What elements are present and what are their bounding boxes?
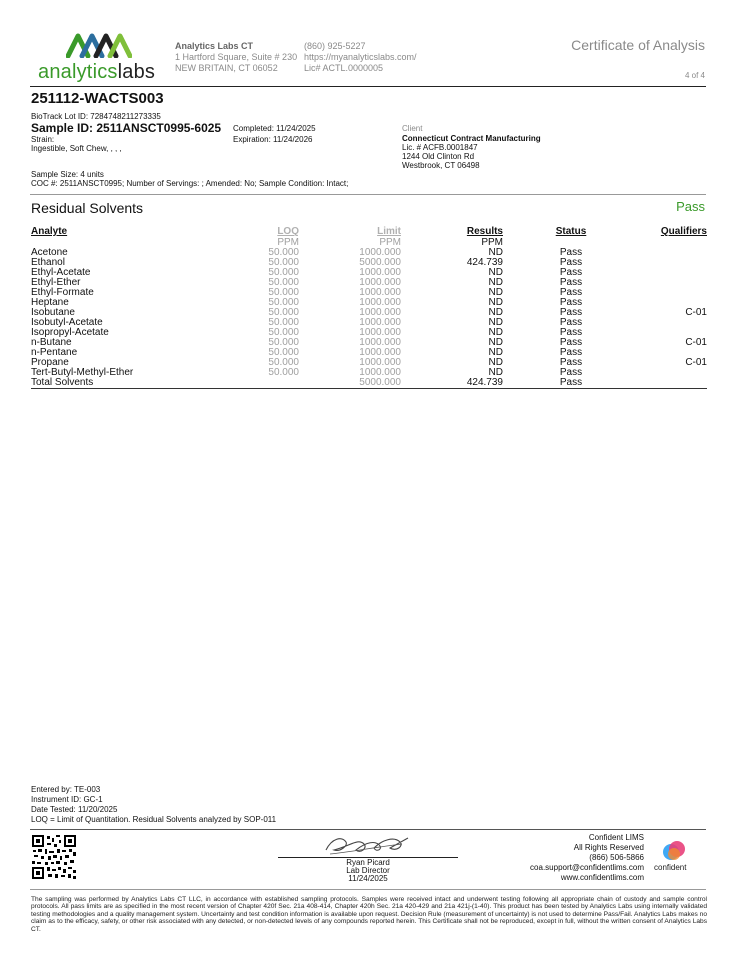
limit-cell: 1000.000: [359, 297, 401, 308]
result-cell: ND: [488, 317, 503, 328]
confident-logo-text: confident: [654, 863, 687, 872]
limit-cell: 5000.000: [359, 377, 401, 388]
loq-cell: 50.000: [268, 367, 299, 378]
analyte-cell: Ethyl-Formate: [31, 287, 94, 298]
biotrack-lot-id: BioTrack Lot ID: 7284748211273335: [31, 112, 161, 121]
analyte-cell: Ethyl-Ether: [31, 277, 81, 288]
analyte-cell: Propane: [31, 357, 69, 368]
result-cell: ND: [488, 287, 503, 298]
limit-cell: 1000.000: [359, 287, 401, 298]
section-divider: [30, 194, 706, 195]
lims-email[interactable]: coa.support@confidentlims.com: [530, 863, 644, 872]
qualifier-cell: C-01: [685, 307, 707, 318]
document-title: Certificate of Analysis: [571, 37, 705, 53]
lab-address-2: NEW BRITAIN, CT 06052: [175, 63, 278, 73]
loq-cell: 50.000: [268, 297, 299, 308]
lims-rights: All Rights Reserved: [573, 843, 644, 852]
client-address-1: 1244 Old Clinton Rd: [402, 152, 475, 161]
loq-cell: 50.000: [268, 247, 299, 258]
signer-title: Lab Director: [346, 866, 390, 875]
loq-cell: 50.000: [268, 287, 299, 298]
analyte-cell: Heptane: [31, 297, 69, 308]
sample-size: Sample Size: 4 units: [31, 170, 104, 179]
table-row: [31, 378, 707, 389]
status-cell: Pass: [559, 337, 583, 348]
analyte-cell: Total Solvents: [31, 377, 94, 388]
limit-cell: 1000.000: [359, 277, 401, 288]
qualifier-cell: [639, 288, 707, 298]
loq-cell: 50.000: [268, 307, 299, 318]
table-header-row: [31, 226, 707, 238]
result-cell: ND: [488, 357, 503, 368]
result-cell: ND: [488, 367, 503, 378]
lims-url[interactable]: www.confidentlims.com: [560, 873, 644, 882]
result-cell: ND: [488, 277, 503, 288]
status-cell: Pass: [559, 357, 583, 368]
client-label: Client: [402, 124, 423, 133]
qualifier-cell: [639, 258, 707, 268]
lab-phone: (860) 925-5227: [304, 41, 366, 51]
lab-url[interactable]: https://myanalyticslabs.com/: [304, 52, 417, 62]
qualifier-cell: [639, 268, 707, 278]
logo-mark-icon: [66, 32, 132, 58]
section-status-badge: Pass: [676, 199, 705, 214]
lims-name: Confident LIMS: [588, 833, 644, 842]
signature-image: [320, 832, 415, 858]
confident-logo: [652, 840, 700, 876]
confident-logo-icon: [662, 840, 688, 862]
analyte-cell: n-Pentane: [31, 347, 78, 358]
header-qualifiers: Qualifiers: [660, 226, 707, 237]
analyte-cell: Ethyl-Acetate: [31, 267, 91, 278]
company-logo: [38, 30, 168, 85]
result-cell: ND: [488, 327, 503, 338]
page-indicator: 4 of 4: [684, 71, 705, 80]
qualifier-cell: [639, 318, 707, 328]
sample-category: Ingestible, Soft Chew, , , ,: [31, 144, 122, 153]
limit-cell: 1000.000: [359, 367, 401, 378]
status-cell: Pass: [559, 377, 583, 388]
loq-cell: 50.000: [268, 337, 299, 348]
analyte-cell: Ethanol: [31, 257, 65, 268]
footer-divider: [30, 829, 706, 830]
status-cell: Pass: [559, 317, 583, 328]
analyte-cell: Isopropyl-Acetate: [31, 327, 109, 338]
results-table: [31, 226, 707, 389]
loq-cell: [221, 378, 299, 389]
limit-cell: 1000.000: [359, 337, 401, 348]
loq-cell: 50.000: [268, 357, 299, 368]
loq-cell: 50.000: [268, 347, 299, 358]
signature-date: 11/24/2025: [348, 874, 388, 883]
client-address-2: Westbrook, CT 06498: [402, 161, 480, 170]
status-cell: Pass: [559, 287, 583, 298]
disclaimer-text: The sampling was performed by Analytics Labs CT LLC, in accordance with established sampling protocols. Samples were received intact and underwent testing following all appropriate chain of custody and sample control protocols. All pass limits are as specified in the most recent version of Chapter 420f Sec. 21a 408-414, Chapter 420h Sec. 21a 420-429 and 21a 421j-(1-40). This product has been tested by Analytics Labs using internally validated testing methodologies and a quality management system. Uncertainty and test condition information is available upon request. Decision Rule (measurement of uncertainty) is not used to determine Pass/Fail. Analytics Labs makes no claim as to the efficacy, safety, or other risk associated with any detected, or non-detected levels of any compounds reported herein. This Certificate shall not be reproduced, except in full, without the written consent of Analytics Labs CT.: [31, 896, 707, 933]
client-license: Lic. # ACFB.0001847: [402, 143, 478, 152]
result-cell: 424.739: [466, 377, 503, 388]
logo-text-labs: labs: [117, 61, 156, 83]
loq-cell: 50.000: [268, 257, 299, 268]
limit-cell: 1000.000: [359, 327, 401, 338]
qualifier-cell: [639, 378, 707, 389]
qualifier-cell: [639, 278, 707, 288]
qualifier-cell: [639, 368, 707, 378]
status-cell: Pass: [559, 257, 583, 268]
limit-cell: 5000.000: [359, 257, 401, 268]
analyte-cell: Acetone: [31, 247, 68, 258]
limit-cell: 1000.000: [359, 357, 401, 368]
loq-cell: 50.000: [268, 267, 299, 278]
limit-cell: 1000.000: [359, 307, 401, 318]
status-cell: Pass: [559, 307, 583, 318]
limit-cell: 1000.000: [359, 317, 401, 328]
sample-id: Sample ID: 2511ANSCT0995-6025: [31, 121, 222, 135]
completed-date: Completed: 11/24/2025: [233, 124, 316, 133]
qr-code-icon: [31, 834, 77, 880]
analyte-cell: Tert-Butyl-Methyl-Ether: [31, 367, 134, 378]
lab-address-1: 1 Hartford Square, Suite # 230: [175, 52, 298, 62]
header-results: Results: [466, 226, 503, 237]
disclaimer-divider: [30, 889, 706, 890]
expiration-date: Expiration: 11/24/2026: [233, 135, 313, 144]
header-analyte: Analyte: [31, 226, 68, 237]
limit-cell: 1000.000: [359, 347, 401, 358]
client-name: Connecticut Contract Manufacturing: [402, 134, 541, 143]
qualifier-cell: C-01: [685, 337, 707, 348]
result-cell: ND: [488, 247, 503, 258]
result-cell: ND: [488, 347, 503, 358]
result-cell: ND: [488, 337, 503, 348]
loq-cell: 50.000: [268, 317, 299, 328]
result-cell: ND: [488, 307, 503, 318]
header-limit: Limit: [377, 226, 401, 237]
status-cell: Pass: [559, 367, 583, 378]
coc-line: COC #: 2511ANSCT0995; Number of Servings: ; Amended: No; Sample Condition: Intact;: [31, 179, 349, 188]
signer-name: Ryan Picard: [346, 858, 390, 867]
strain-label: Strain:: [31, 135, 55, 144]
status-cell: Pass: [559, 327, 583, 338]
lab-name: Analytics Labs CT: [175, 41, 254, 51]
batch-id: 251112-WACTS003: [31, 90, 164, 107]
loq-cell: 50.000: [268, 327, 299, 338]
results-unit: PPM: [481, 237, 503, 248]
limit-unit: PPM: [379, 237, 401, 248]
analyte-cell: n-Butane: [31, 337, 72, 348]
status-cell: Pass: [559, 297, 583, 308]
header-status: Status: [555, 226, 587, 237]
date-tested: Date Tested: 11/20/2025: [31, 805, 118, 814]
qualifier-cell: [639, 248, 707, 258]
loq-cell: 50.000: [268, 277, 299, 288]
analyte-cell: Isobutane: [31, 307, 75, 318]
analyte-cell: Isobutyl-Acetate: [31, 317, 103, 328]
limit-cell: 1000.000: [359, 267, 401, 278]
header-loq: LOQ: [277, 226, 299, 237]
limit-cell: 1000.000: [359, 247, 401, 258]
lab-license: Lic# ACTL.0000005: [304, 63, 384, 73]
loq-unit: PPM: [277, 237, 299, 248]
entered-by: Entered by: TE-003: [31, 785, 101, 794]
result-cell: ND: [488, 267, 503, 278]
loq-note: LOQ = Limit of Quantitation. Residual Solvents analyzed by SOP-011: [31, 815, 277, 824]
instrument-id: Instrument ID: GC-1: [31, 795, 103, 804]
lims-phone: (866) 506-5866: [589, 853, 644, 862]
header-divider: [30, 86, 706, 87]
status-cell: Pass: [559, 267, 583, 278]
status-cell: Pass: [559, 347, 583, 358]
result-cell: ND: [488, 297, 503, 308]
result-cell: 424.739: [466, 257, 503, 268]
section-title: Residual Solvents: [31, 200, 144, 216]
status-cell: Pass: [559, 247, 583, 258]
status-cell: Pass: [559, 277, 583, 288]
qualifier-cell: C-01: [685, 357, 707, 368]
logo-text-analytics: analytics: [38, 61, 118, 83]
